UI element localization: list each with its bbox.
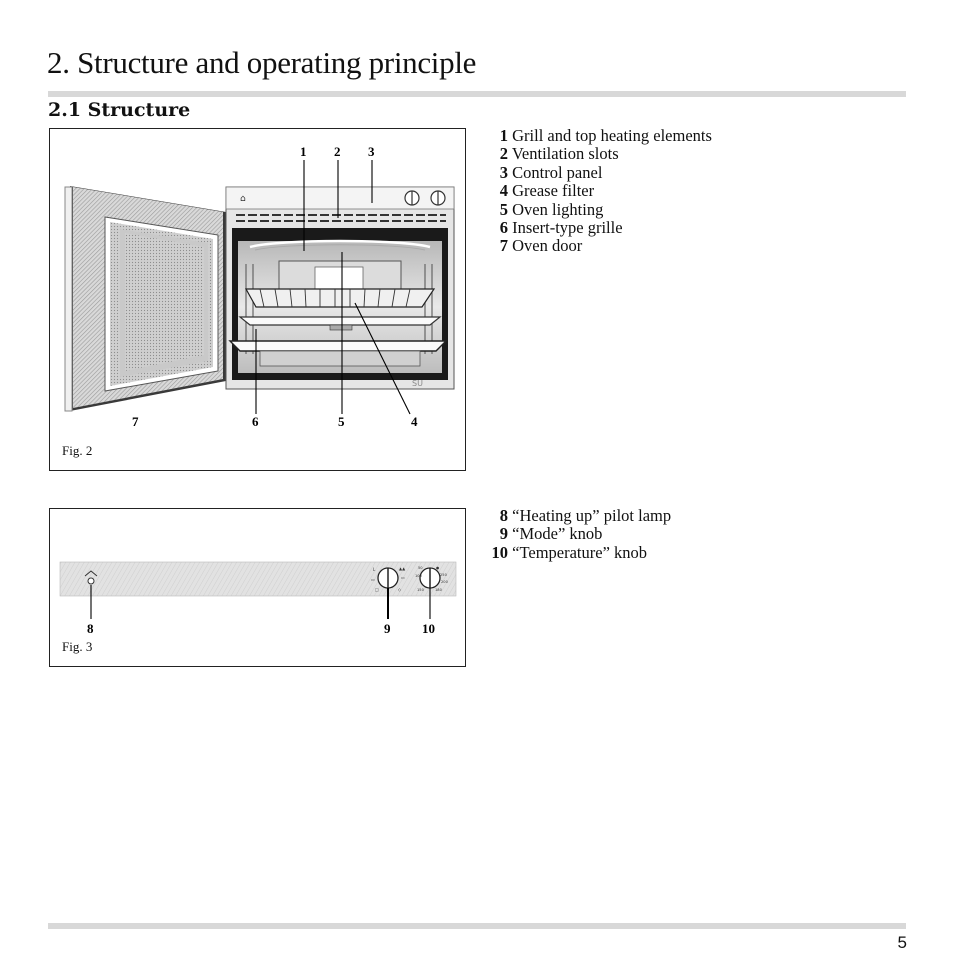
figure-2 [49, 128, 466, 471]
figure-3-caption: Fig. 3 [62, 639, 93, 654]
legend-item: 6 Insert-type grille [499, 218, 623, 238]
display-label: SU [412, 379, 423, 388]
legend-item: 10 “Temperature” knob [491, 542, 648, 562]
legend-item: 5 Oven lighting [499, 199, 604, 219]
callout-4: 4 [411, 414, 418, 429]
svg-text:□: □ [375, 587, 379, 592]
legend-item: 9 “Mode” knob [499, 524, 603, 544]
legend-item: 2 Ventilation slots [499, 144, 619, 164]
legend-item: 3 Control panel [499, 162, 603, 182]
svg-text:▲▲: ▲▲ [399, 566, 406, 571]
oven-illustration [50, 129, 465, 470]
figure-3 [49, 508, 466, 667]
svg-text:50: 50 [418, 566, 423, 570]
svg-text:●: ● [436, 566, 440, 570]
svg-text:200: 200 [441, 580, 448, 584]
svg-text:▭: ▭ [371, 577, 375, 582]
svg-text:100: 100 [415, 574, 422, 578]
callout-7: 7 [132, 414, 139, 429]
oven-body [226, 187, 454, 389]
header-divider [48, 91, 906, 97]
callout-6: 6 [252, 414, 259, 429]
callout-10: 10 [422, 621, 435, 636]
legend-item: 7 Oven door [499, 236, 583, 256]
svg-text:◇: ◇ [398, 587, 402, 592]
section-title: 2.1 Structure [48, 99, 191, 121]
legend-item: 8 “Heating up” pilot lamp [499, 506, 672, 525]
svg-text:⌂: ⌂ [240, 194, 246, 204]
legend-item: 4 Grease filter [499, 181, 595, 201]
control-panel-illustration [50, 509, 465, 666]
svg-text:▭: ▭ [401, 575, 405, 580]
callout-5: 5 [338, 414, 345, 429]
oven-door [65, 186, 226, 411]
callout-1: 1 [300, 144, 307, 159]
callout-9: 9 [384, 621, 391, 636]
figure-2-caption: Fig. 2 [62, 443, 93, 458]
page-number: 5 [897, 933, 907, 952]
figure-3-legend [487, 507, 671, 562]
svg-text:L: L [373, 567, 376, 572]
svg-text:150: 150 [417, 588, 424, 592]
svg-text:250: 250 [440, 573, 447, 577]
svg-text:180: 180 [435, 588, 442, 592]
callout-8: 8 [87, 621, 94, 636]
footer-divider [48, 923, 906, 929]
figure-2-legend [490, 127, 712, 256]
callout-numbers [87, 621, 435, 636]
callout-3: 3 [368, 144, 375, 159]
callout-2: 2 [334, 144, 341, 159]
page-title: 2. Structure and operating principle [47, 45, 477, 80]
legend-item: 1 Grill and top heating elements [499, 126, 712, 145]
